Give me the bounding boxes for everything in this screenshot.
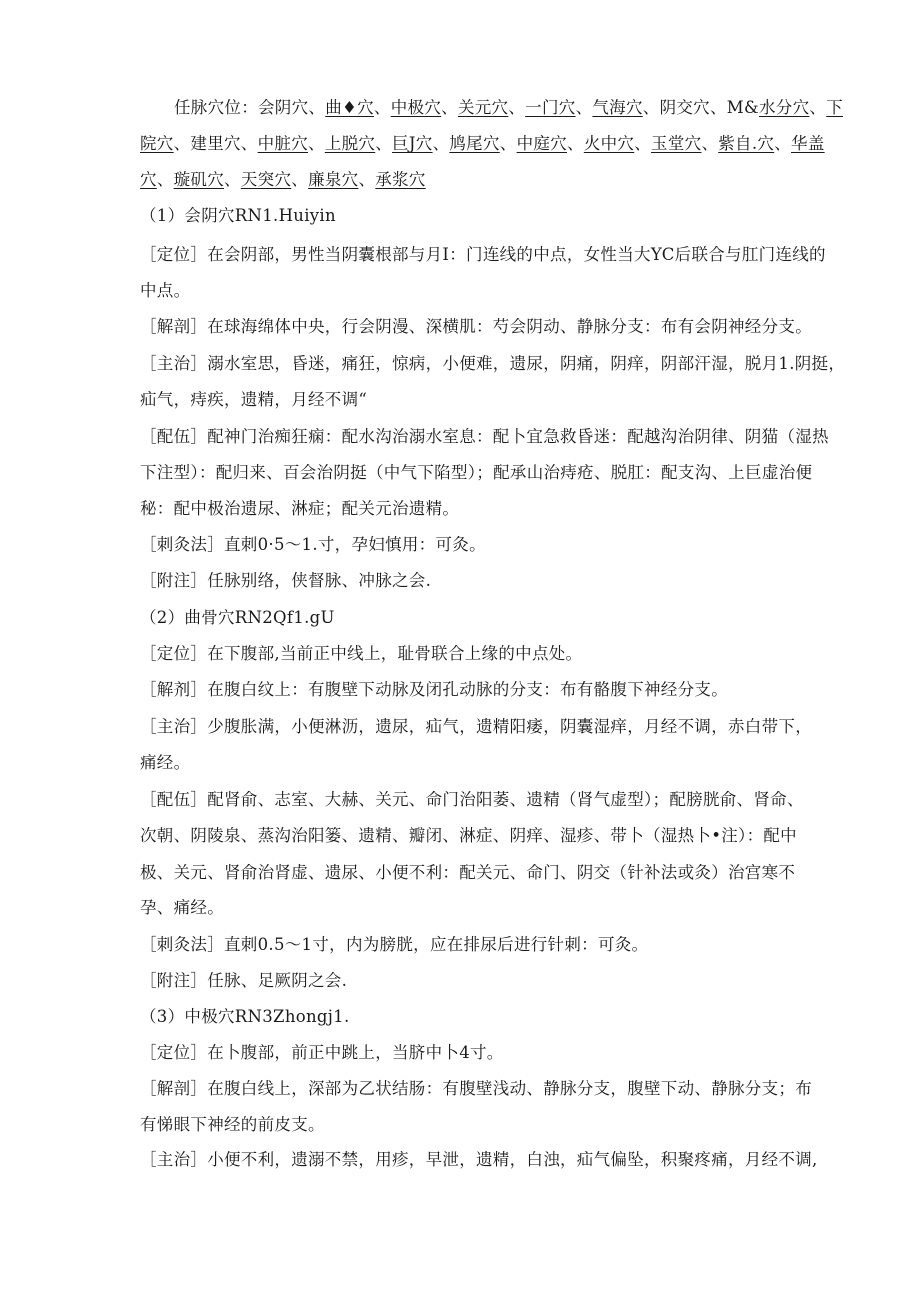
separator-text: 、建里穴、	[173, 134, 258, 153]
text-line: 有悌眼下神经的前皮支。	[140, 1115, 325, 1134]
text-line: ［解剖］在腹白线上，深部为乙状结肠：有腹壁浅动、静脉分支，腹壁下动、静脉分支；布	[140, 1079, 812, 1098]
acupoint-link[interactable]: 关元穴	[457, 98, 509, 117]
intro-line-1	[174, 97, 843, 119]
text-line: ［主治］溺水室思，昏迷，痛狂，惊病，小便难，遗尿，阴痛，阴痒，阴部汗湿，脱月1.阴挺，	[140, 354, 846, 373]
text-line: 孕、痛经。	[140, 898, 224, 917]
acupoint-link[interactable]: 巨J穴	[392, 134, 433, 153]
separator-text: 、	[358, 170, 376, 189]
acupoint-link[interactable]: 中庭穴	[516, 134, 567, 153]
text-line: ［定位］在会阴部，男性当阴囊根部与月I：门连线的中点，女性当大YC后联合与肛门连线的	[140, 245, 826, 264]
acupoint-link[interactable]: 璇矶穴	[173, 170, 225, 189]
separator-text: 、	[499, 134, 517, 153]
separator-text: 、	[774, 134, 792, 153]
intro-line-2	[140, 133, 825, 155]
acupoint-link[interactable]: 天突穴	[240, 170, 292, 189]
acupoint-link[interactable]: 廉泉穴	[308, 170, 359, 189]
acupoint-link[interactable]: 水分穴	[758, 98, 810, 117]
separator-text: 、	[634, 134, 652, 153]
text-line: 疝气，痔疾，遗精，月经不调“	[140, 390, 368, 409]
acupoint-link[interactable]: 气海穴	[592, 98, 643, 117]
text-line: ［主治］小便不利，遗溺不禁，用疹，早泄，遗精，白浊，疝气偏坠，积聚疼痛，月经不调,	[140, 1150, 818, 1169]
acupoint-link[interactable]: 上脱穴	[324, 134, 376, 153]
acupoint-link[interactable]: 鸠尾穴	[449, 134, 500, 153]
text-line: 极、关元、肾俞治肾虚、遗尿、小便不利：配关元、命门、阴交（针补法或灸）治宫寒不	[140, 863, 796, 882]
text-line: （3）中极穴RN3Zhongj1.	[140, 1007, 350, 1026]
separator-text: 、	[508, 98, 526, 117]
text-line: ［配伍］配肾俞、志室、大赫、关元、命门治阳萎、遗精（肾气虚型）；配膀胱俞、肾命、	[140, 790, 804, 809]
separator-text: 、阴交穴、M&	[642, 98, 759, 117]
text-line: 中点。	[140, 281, 191, 300]
text-line: ［刺灸法］直刺0·5～1.寸，孕妇慎用：可灸。	[140, 535, 486, 554]
acupoint-link[interactable]: 穴	[140, 170, 157, 189]
text-line: 次朝、阴陵泉、蒸沟治阳篓、遗精、瓣闭、淋症、阴痒、湿疹、带卜（湿热卜•注）：配中	[140, 826, 797, 845]
separator-text: 、	[441, 98, 458, 117]
text-line: ［定位］在卜腹部，前正中跳上，当脐中卜4寸。	[140, 1043, 504, 1062]
separator-text: 、	[432, 134, 450, 153]
separator-text: 、	[701, 134, 719, 153]
separator-text: 、	[291, 170, 309, 189]
separator-text: 、	[308, 134, 325, 153]
text-line: 下注型）：配归来、百会治阴挺（中气下陷型）；配承山治痔疮、脱肛：配支沟、上巨虚治便	[140, 463, 813, 482]
separator-text: 、	[224, 170, 241, 189]
separator-text: 、	[809, 98, 827, 117]
acupoint-link[interactable]: 中极穴	[390, 98, 442, 117]
text-line: ［附注］任脉、足厥阴之会.	[140, 971, 348, 990]
text-line: 秘：配中极治遗尿、淋症；配关元治遗精。	[140, 499, 460, 518]
text-line: ［配伍］配神门治痴狂痫：配水沟治溺水室息：配卜宜急救昏迷：配越沟治阴律、阴猫（湿热	[140, 427, 829, 446]
text-line: ［主治］少腹胀满，小便淋沥，遗尿，疝气，遗精阳痿，阴囊湿痒，月经不调，赤白带下，	[140, 717, 812, 736]
acupoint-link[interactable]: 华盖	[791, 134, 825, 153]
intro-prefix: 任脉穴位：会阴穴、	[174, 98, 326, 117]
acupoint-link[interactable]: 紫自.穴	[718, 134, 775, 153]
text-line: 痛经。	[140, 753, 191, 772]
acupoint-link[interactable]: 火中穴	[583, 134, 635, 153]
separator-text: 、	[156, 170, 174, 189]
intro-line-3	[140, 169, 426, 191]
separator-text: 、	[575, 98, 593, 117]
text-line: ［定位］在下腹部,当前正中线上，耻骨联合上缘的中点处。	[140, 644, 583, 663]
acupoint-link[interactable]: 承浆穴	[375, 170, 426, 189]
acupoint-link[interactable]: 院穴	[140, 134, 174, 153]
text-line: （1）会阴穴RN1.Huiyin	[140, 206, 336, 225]
acupoint-link[interactable]: 玉堂穴	[651, 134, 702, 153]
acupoint-link[interactable]: 曲♦穴	[325, 98, 374, 117]
text-line: ［附注］任脉别络，侠督脉、冲脉之会.	[140, 571, 432, 590]
separator-text: 、	[375, 134, 393, 153]
acupoint-link[interactable]: 下	[826, 98, 843, 117]
text-line: ［刺灸法］直刺0.5～1寸，内为膀胱，应在排尿后进行针刺：可灸。	[140, 935, 649, 954]
text-line: ［解剂］在腹白纹上：有腹壁下动脉及闭孔动脉的分支：布有骼腹下神经分支。	[140, 680, 728, 699]
acupoint-link[interactable]: 中脏穴	[257, 134, 309, 153]
acupoint-link[interactable]: 一门穴	[525, 98, 576, 117]
separator-text: 、	[373, 98, 391, 117]
text-line: ［解剖］在球海绵体中央，行会阴漫、深横肌：芍会阴动、静脉分支：布有会阴神经分支。	[140, 317, 812, 336]
text-line: （2）曲骨穴RN2Qf1.gU	[140, 608, 335, 627]
separator-text: 、	[567, 134, 584, 153]
